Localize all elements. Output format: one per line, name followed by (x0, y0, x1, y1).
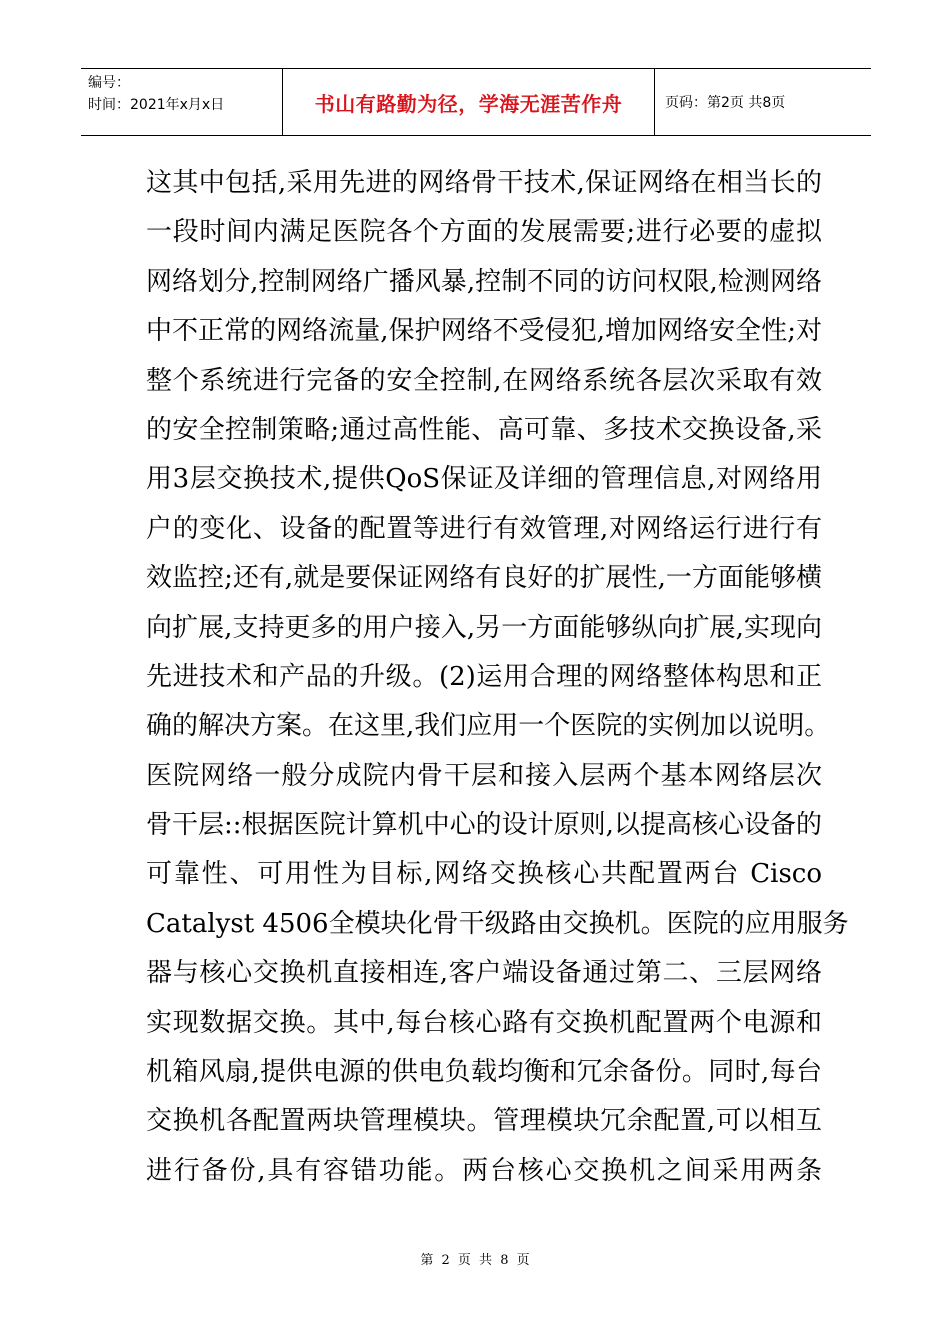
text-line: 交换机各配置两块管理模块。管理模块冗余配置,可以相互 (146, 1106, 822, 1137)
header-motto: 书山有路勤为径，学海无涯苦作舟 (282, 69, 655, 135)
page-footer: 第 2 页 共 8 页 (420, 1253, 530, 1268)
text-line: 向扩展,支持更多的用户接入,另一方面能够纵向扩展,实现向 (146, 612, 822, 643)
header-meta (81, 69, 282, 135)
text-line: 整个系统进行完备的安全控制,在网络系统各层次采取有效 (146, 365, 822, 396)
text-line: 效监控;还有,就是要保证网络有良好的扩展性,一方面能够横 (146, 563, 822, 594)
text-line: 的安全控制策略;通过高性能、高可靠、多技术交换设备,采 (146, 414, 822, 445)
text-line: 进行备份,具有容错功能。两台核心交换机之间采用两条 (146, 1155, 822, 1186)
body-paragraph (146, 159, 849, 1196)
text-line: 可靠性、可用性为目标,网络交换核心共配置两台 Cisco (146, 859, 822, 890)
header-page-info: 页码：第2页 共8页 (665, 95, 786, 111)
document-time-label: 时间：2021年x月x日 (88, 97, 225, 113)
document-number-label: 编号： (88, 75, 130, 91)
text-line: 中不正常的网络流量,保护网络不受侵犯,增加网络安全性;对 (146, 316, 822, 347)
page-header (81, 68, 871, 136)
text-line: 确的解决方案。在这里,我们应用一个医院的实例加以说明。 (146, 711, 831, 742)
text-line: 户的变化、设备的配置等进行有效管理,对网络运行进行有 (146, 513, 822, 544)
text-line: 医院网络一般分成院内骨干层和接入层两个基本网络层次 (146, 760, 822, 791)
text-line: 骨干层::根据医院计算机中心的设计原则,以提高核心设备的 (146, 810, 822, 841)
text-line: 一段时间内满足医院各个方面的发展需要;进行必要的虚拟 (146, 217, 822, 248)
text-line: 网络划分,控制网络广播风暴,控制不同的访问权限,检测网络 (146, 266, 822, 297)
text-line: 器与核心交换机直接相连,客户端设备通过第二、三层网络 (146, 958, 822, 989)
text-line: Catalyst 4506全模块化骨干级路由交换机。医院的应用服务 (146, 908, 849, 939)
text-line: 实现数据交换。其中,每台核心路有交换机配置两个电源和 (146, 1007, 822, 1038)
text-line: 机箱风扇,提供电源的供电负载均衡和冗余备份。同时,每台 (146, 1057, 822, 1088)
text-line: 这其中包括,采用先进的网络骨干技术,保证网络在相当长的 (146, 168, 822, 198)
text-line: 用3层交换技术,提供QoS保证及详细的管理信息,对网络用 (146, 464, 822, 495)
text-line: 先进技术和产品的升级。(2)运用合理的网络整体构思和正 (146, 661, 822, 692)
